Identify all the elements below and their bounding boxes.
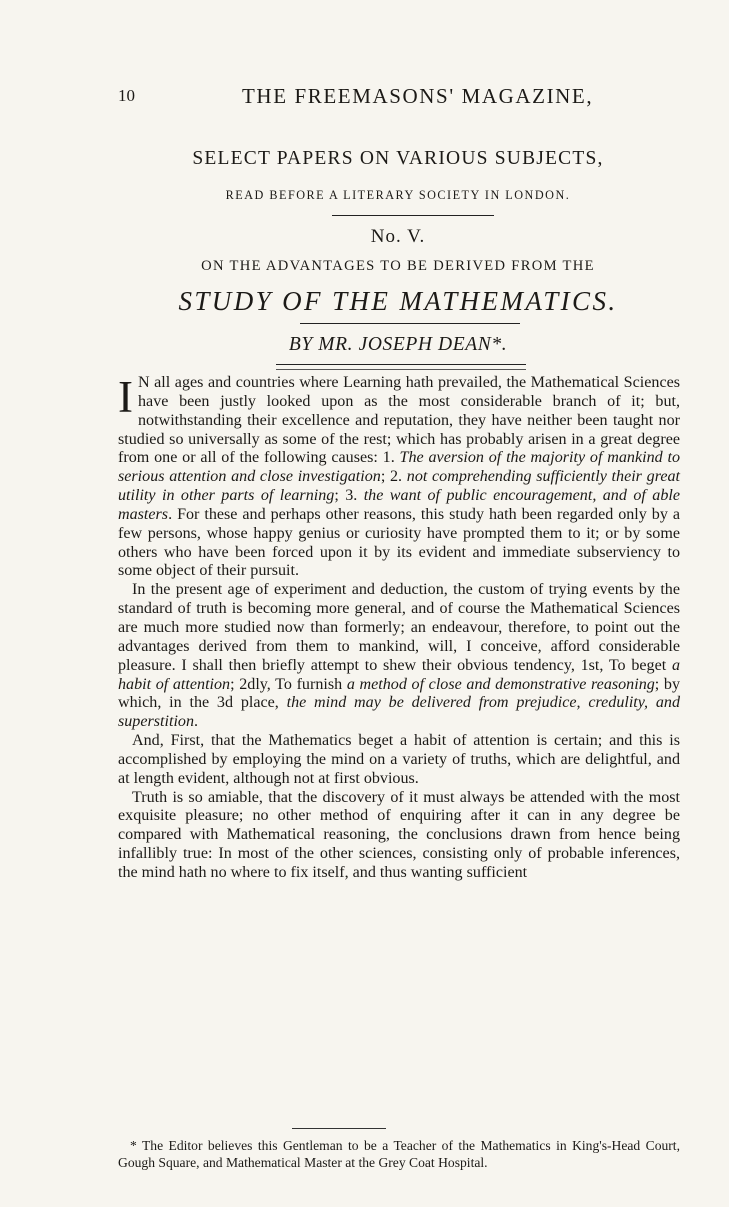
text-run: And, First, that the Mathematics beget a habit of attention is certain; and this is accomplished by employing the mind on a variety of truths, which are delightful, and at length evident, although not at first obvious. — [118, 732, 680, 787]
byline-divider — [300, 323, 520, 324]
paragraph-2 — [118, 581, 680, 732]
paragraph-3 — [118, 732, 680, 789]
series-title: SELECT PAPERS ON VARIOUS SUBJECTS, — [192, 148, 604, 169]
footnote-text: * The Editor believes this Gentleman to be a Teacher of the Mathematics in King's-Head Court, Gough Square, and Mathematical Master at the Grey Coat Hospital. — [118, 1138, 680, 1170]
footnote-rule — [292, 1128, 386, 1129]
magazine-title: THE FREEMASONS' MAGAZINE, — [242, 84, 594, 108]
text-run: In the present age of experiment and deduction, the custom of trying events by the standard of truth is becoming more general, and of course the Mathematical Sciences are much more studied now than formerly; an endeavour, therefore, to point out the advantages derived from them to mankind, will, I conceive, afford considerable pleasure. I shall then briefly attempt to shew their obvious tendency, 1st, To beget — [118, 581, 680, 674]
italic-run: not comprehending sufficiently their great utility in other parts of learning — [118, 468, 681, 505]
topic-title: STUDY OF THE MATHEMATICS. — [178, 286, 618, 316]
article-body — [118, 374, 680, 883]
title-divider — [332, 215, 494, 216]
italic-run: a method of close and demonstrative reasoning — [346, 675, 655, 693]
text-run: Truth is so amiable, that the discovery of it must always be attended with the most exquisite pleasure; no other method of enquiring after it can in any degree be compared with Mathematical reasoning, the conclusions drawn from hence being infallibly true: In most of the other sciences, consisting only of probable inferences, the mind hath no where to fix itself, and thus wanting sufficient — [118, 788, 680, 881]
byline: BY MR. JOSEPH DEAN*. — [288, 334, 508, 355]
running-head — [118, 86, 678, 116]
paper-number: No. V. — [370, 226, 426, 247]
italic-run: the want of public encouragement, and of able masters — [118, 487, 680, 523]
footnote — [118, 1138, 680, 1171]
drop-cap: I — [118, 372, 133, 422]
double-rule — [276, 364, 526, 370]
text-run: . For these and perhaps other reasons, this study hath been regarded only by a few persons, whose happy genius or curiosity have prompted them to it; or by some others who have been forced upon it by its evident and immediate subserviency to some object of their pursuit. — [118, 505, 680, 580]
series-subtitle: READ BEFORE A LITERARY SOCIETY IN LONDON. — [225, 188, 571, 202]
italic-run: a habit of attention — [118, 656, 680, 693]
text-run: ; by which, in the 3d place, — [118, 675, 681, 712]
text-run: ; 2. — [380, 468, 407, 486]
text-run: ; 2dly, To furnish — [230, 675, 347, 693]
text-run: N all ages and countries where Learning hath prevailed, the Mathematical Sciences have been justly looked upon as the most considerable branch of it; but, notwithstanding their excellence and reputation, they have neither been taught nor studied so universally as some of the rest; which has probably arisen in a great degree from one or all of the following causes: 1. — [118, 374, 680, 467]
text-run: . — [194, 713, 199, 731]
paragraph-4 — [118, 789, 680, 883]
topic-line: ON THE ADVANTAGES TO BE DERIVED FROM THE — [201, 258, 595, 274]
text-run: ; 3. — [334, 487, 364, 505]
italic-run: the mind may be delivered from prejudice, credulity, and superstition — [118, 694, 680, 731]
page-number: 10 — [118, 86, 135, 105]
italic-run: The aversion of the majority of mankind to serious attention and close investigation — [118, 449, 680, 486]
paragraph-1 — [118, 374, 680, 581]
